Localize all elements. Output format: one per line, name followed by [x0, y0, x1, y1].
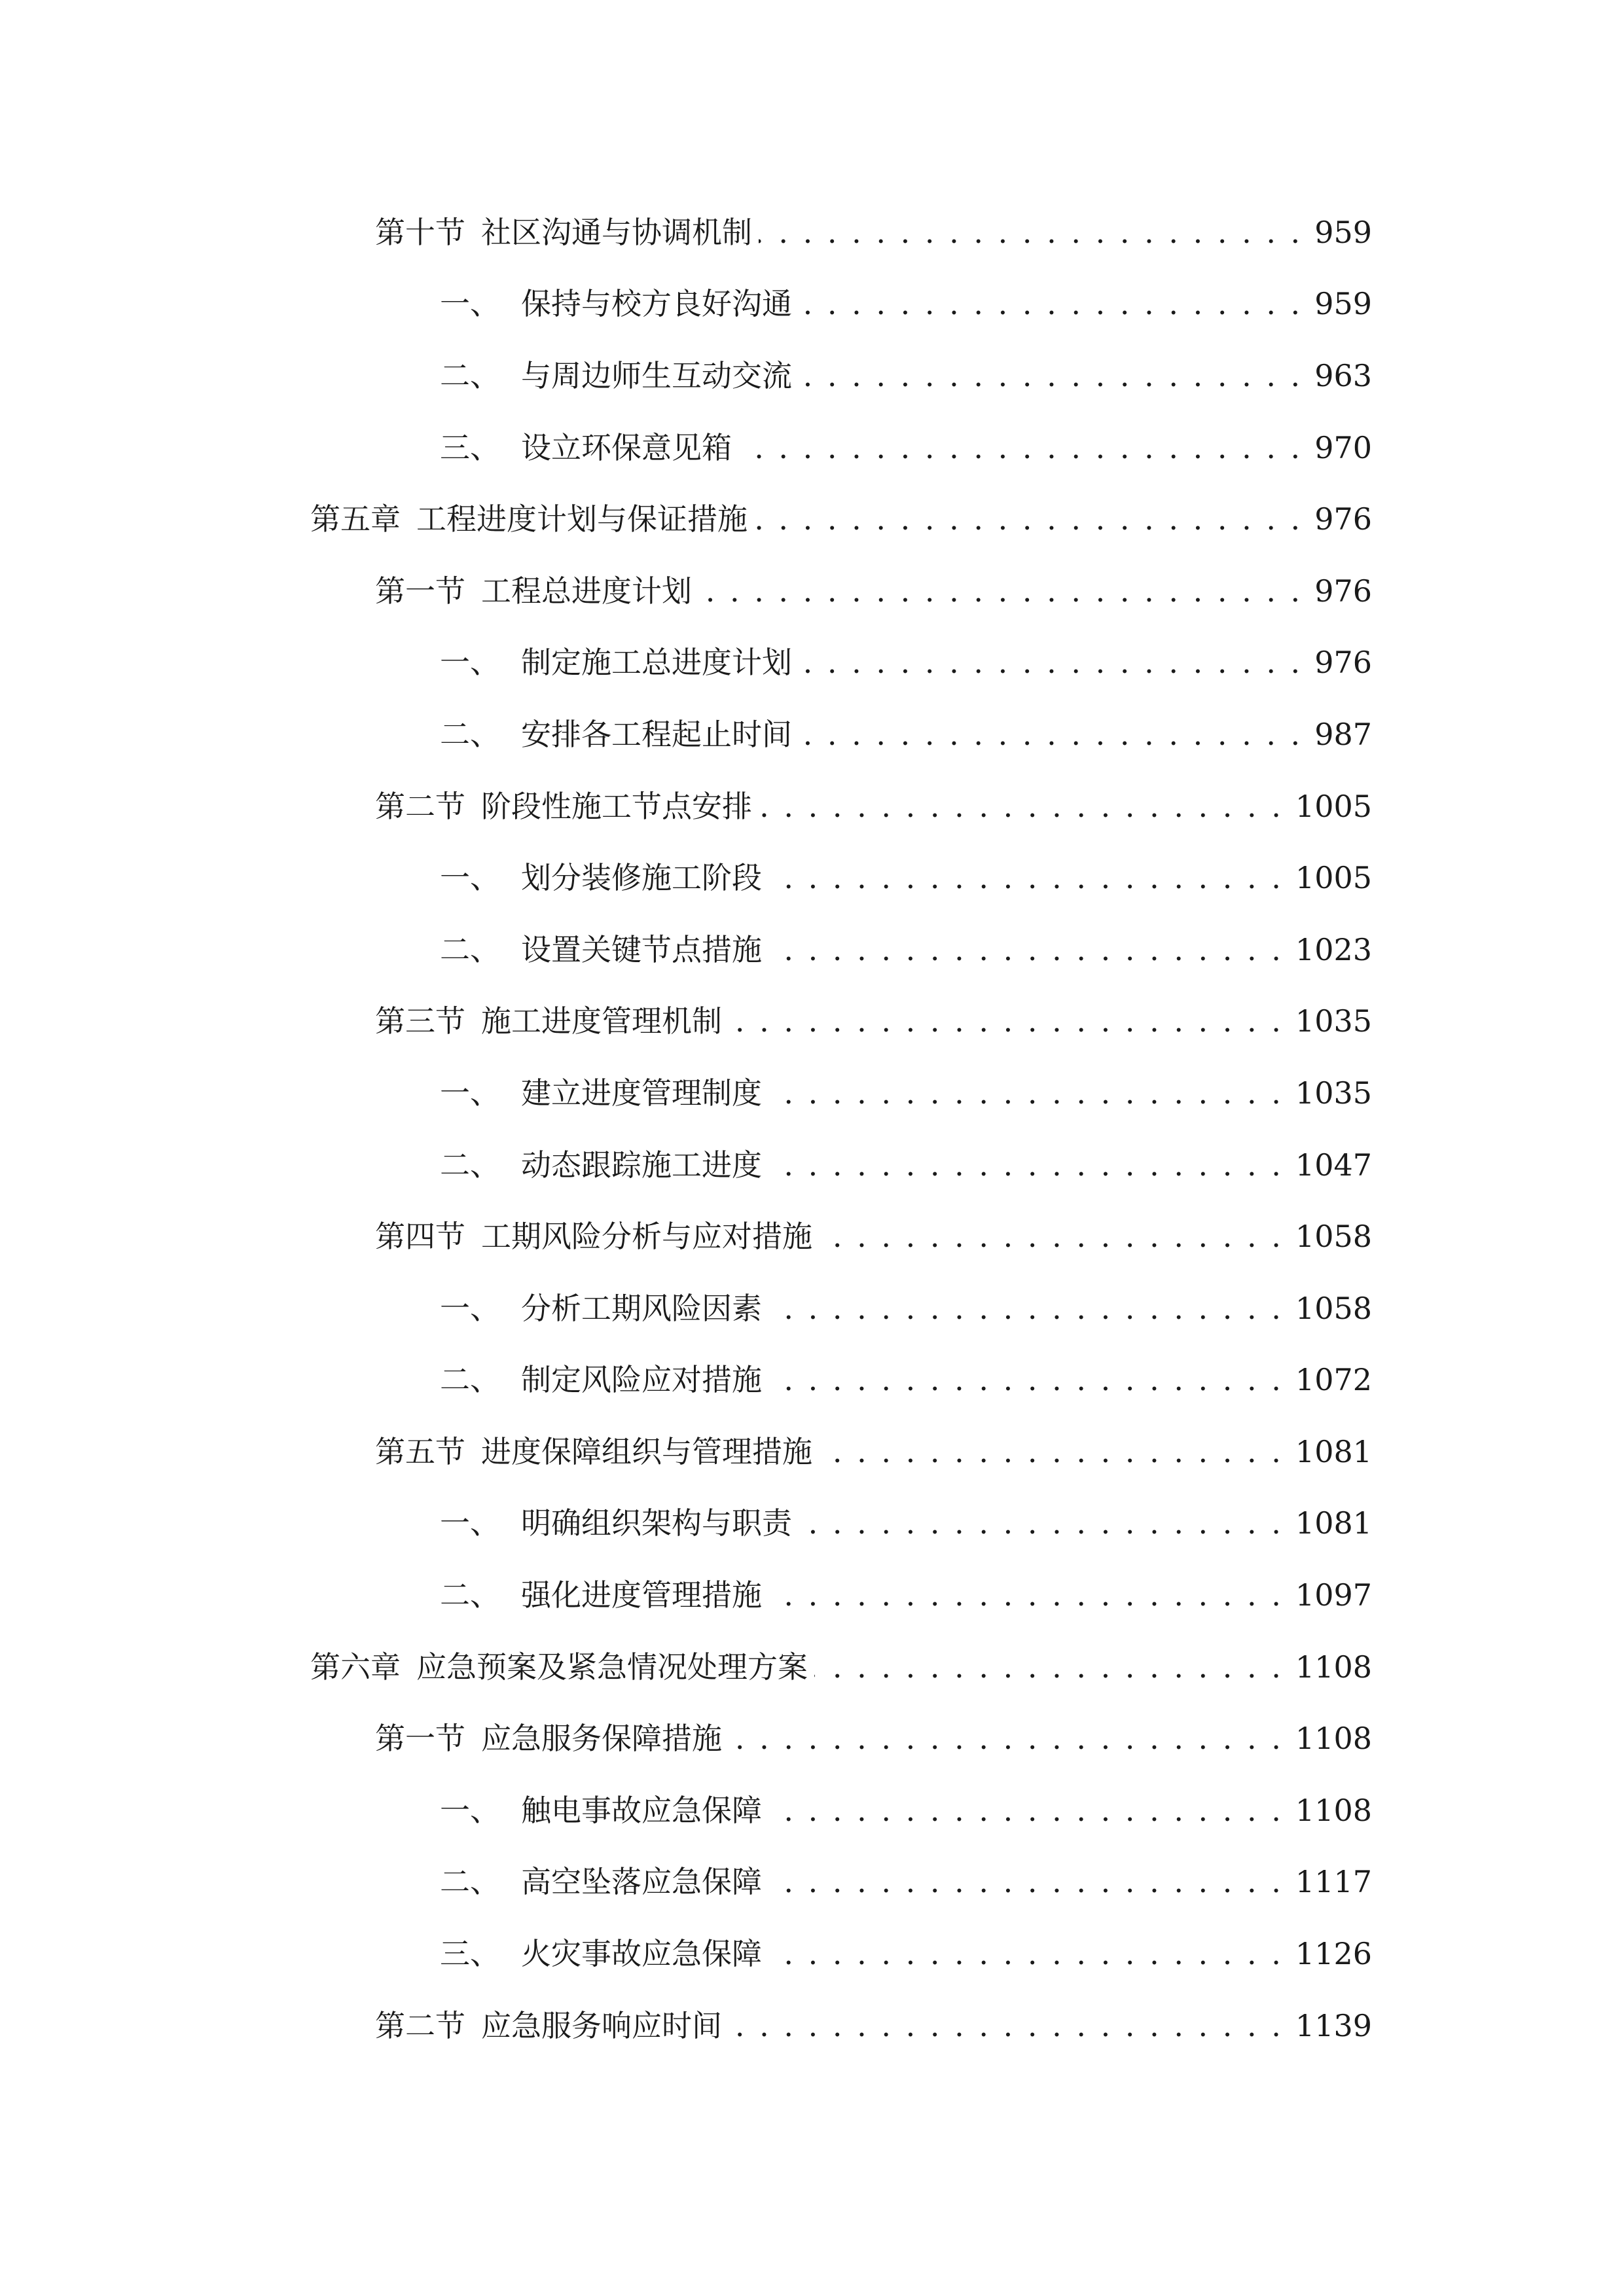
toc-entry-title: 建立进度管理制度 [521, 1075, 762, 1111]
toc-entry-number: 第四节 [375, 1219, 465, 1255]
toc-entry-page-number: 1005 [1295, 788, 1372, 824]
toc-entry-label [440, 1290, 762, 1326]
toc-entry[interactable] [0, 340, 1624, 412]
toc-entry[interactable] [0, 986, 1624, 1058]
toc-entry[interactable] [0, 842, 1624, 914]
toc-entry[interactable] [0, 1488, 1624, 1560]
toc-entry-label [310, 1649, 808, 1685]
toc-entry-page-number: 976 [1314, 573, 1372, 609]
dot-leader [698, 576, 1303, 606]
toc-entry-number: 一、 [440, 645, 500, 681]
toc-entry-number: 二、 [440, 1864, 500, 1900]
toc-entry-page-number: 1058 [1295, 1290, 1372, 1326]
toc-entry-number: 二、 [440, 1362, 500, 1398]
toc-entry-title: 划分装修施工阶段 [521, 860, 762, 896]
toc-entry[interactable] [0, 483, 1624, 555]
dot-leader [759, 217, 1303, 247]
dot-leader [814, 1652, 1284, 1682]
toc-entry-number: 第五节 [375, 1433, 465, 1469]
toc-entry-number: 二、 [440, 1147, 500, 1183]
toc-entry-page-number: 1081 [1295, 1433, 1372, 1469]
toc-entry-label [440, 1936, 762, 1972]
toc-entry-page-number: 1023 [1295, 931, 1372, 967]
toc-entry-number: 一、 [440, 1792, 500, 1828]
toc-entry-title: 保持与校方良好沟通 [521, 286, 792, 322]
toc-entry-label [440, 1505, 792, 1541]
toc-entry-page-number: 1081 [1295, 1505, 1372, 1541]
toc-entry-page-number: 1108 [1295, 1792, 1372, 1828]
toc-entry-title: 触电事故应急保障 [521, 1792, 762, 1828]
toc-entry-label [440, 860, 762, 896]
toc-entry-label [440, 1147, 762, 1183]
toc-entry-label [440, 357, 792, 393]
toc-entry-title: 应急预案及紧急情况处理方案 [416, 1649, 808, 1685]
toc-entry[interactable] [0, 698, 1624, 770]
toc-entry-label [440, 429, 732, 465]
toc-entry-title: 工期风险分析与应对措施 [481, 1219, 812, 1255]
toc-entry[interactable] [0, 1129, 1624, 1201]
toc-entry-label [375, 1219, 812, 1255]
toc-entry-page-number: 1035 [1295, 1003, 1372, 1039]
toc-entry-title: 强化进度管理措施 [521, 1577, 762, 1613]
toc-entry-label [440, 1792, 762, 1828]
toc-entry-label [375, 214, 752, 250]
toc-entry-number: 第五章 [310, 501, 401, 537]
toc-entry[interactable] [0, 268, 1624, 340]
toc-entry-title: 工程进度计划与保证措施 [416, 501, 748, 537]
toc-entry[interactable] [0, 770, 1624, 842]
toc-entry-title: 进度保障组织与管理措施 [481, 1433, 812, 1469]
toc-entry-label [375, 1003, 722, 1039]
toc-entry-title: 施工进度管理机制 [481, 1003, 722, 1039]
toc-entry-number: 三、 [440, 1936, 500, 1972]
toc-entry[interactable] [0, 1416, 1624, 1488]
toc-entry-label [440, 1577, 762, 1613]
toc-entry-title: 安排各工程起止时间 [521, 716, 792, 752]
toc-entry-page-number: 1097 [1295, 1577, 1372, 1613]
toc-entry-number: 二、 [440, 931, 500, 967]
toc-entry-label [440, 645, 792, 681]
toc-entry-page-number: 1108 [1295, 1649, 1372, 1685]
toc-entry-title: 设立环保意见箱 [521, 429, 732, 465]
toc-entry-page-number: 1072 [1295, 1362, 1372, 1398]
dot-leader [819, 1221, 1284, 1251]
toc-entry-page-number: 963 [1314, 357, 1372, 393]
dot-leader [799, 647, 1303, 677]
toc-entry[interactable] [0, 1057, 1624, 1129]
dot-leader [729, 1006, 1284, 1036]
toc-entry-page-number: 970 [1314, 429, 1372, 465]
toc-entry-number: 第二节 [375, 2007, 465, 2043]
toc-entry-title: 应急服务响应时间 [481, 2007, 722, 2043]
toc-entry-page-number: 1047 [1295, 1147, 1372, 1183]
toc-entry-title: 制定风险应对措施 [521, 1362, 762, 1398]
toc-entry-number: 第一节 [375, 573, 465, 609]
dot-leader [799, 1508, 1284, 1538]
dot-leader [738, 433, 1303, 463]
toc-entry[interactable] [0, 1559, 1624, 1631]
toc-entry-label [440, 1362, 762, 1398]
toc-entry-title: 分析工期风险因素 [521, 1290, 762, 1326]
toc-entry-page-number: 976 [1314, 645, 1372, 681]
toc-entry-title: 高空坠落应急保障 [521, 1864, 762, 1900]
dot-leader [768, 1078, 1284, 1108]
dot-leader [799, 361, 1303, 391]
toc-entry-number: 二、 [440, 716, 500, 752]
toc-entry-page-number: 976 [1314, 501, 1372, 537]
dot-leader [768, 1580, 1284, 1610]
toc-entry-page-number: 1108 [1295, 1721, 1372, 1757]
toc-entry-number: 二、 [440, 1577, 500, 1613]
toc-entry-page-number: 1005 [1295, 860, 1372, 896]
dot-leader [768, 863, 1284, 893]
table-of-contents [0, 196, 1624, 2061]
toc-entry[interactable] [0, 1990, 1624, 2062]
toc-entry[interactable] [0, 1272, 1624, 1344]
toc-entry-page-number: 959 [1314, 286, 1372, 322]
toc-entry-number: 一、 [440, 1290, 500, 1326]
toc-entry-label [440, 716, 792, 752]
toc-entry-label [375, 573, 692, 609]
toc-entry-label [440, 286, 792, 322]
dot-leader [768, 1365, 1284, 1395]
dot-leader [768, 1795, 1284, 1825]
toc-entry-number: 第一节 [375, 1721, 465, 1757]
dot-leader [799, 289, 1303, 319]
toc-entry-page-number: 1058 [1295, 1219, 1372, 1255]
toc-entry[interactable] [0, 555, 1624, 627]
toc-entry-number: 一、 [440, 1075, 500, 1111]
dot-leader [759, 791, 1284, 821]
toc-entry-label [375, 2007, 722, 2043]
toc-entry-page-number: 1139 [1295, 2007, 1372, 2043]
toc-entry[interactable] [0, 914, 1624, 986]
toc-entry-label [440, 1075, 762, 1111]
dot-leader [754, 504, 1303, 534]
toc-entry-title: 设置关键节点措施 [521, 931, 762, 967]
dot-leader [768, 1939, 1284, 1969]
toc-entry-title: 制定施工总进度计划 [521, 645, 792, 681]
toc-entry-title: 阶段性施工节点安排 [481, 788, 752, 824]
dot-leader [768, 935, 1284, 965]
toc-entry-label [375, 1433, 812, 1469]
toc-entry-title: 明确组织架构与职责 [521, 1505, 792, 1541]
toc-entry-page-number: 1117 [1295, 1864, 1372, 1900]
toc-entry-title: 应急服务保障措施 [481, 1721, 722, 1757]
dot-leader [768, 1150, 1284, 1180]
toc-entry-page-number: 1035 [1295, 1075, 1372, 1111]
toc-entry-number: 一、 [440, 1505, 500, 1541]
toc-entry-number: 一、 [440, 860, 500, 896]
toc-entry[interactable] [0, 196, 1624, 268]
toc-entry-number: 三、 [440, 429, 500, 465]
dot-leader [729, 1723, 1284, 1753]
toc-entry-label [375, 1721, 722, 1757]
dot-leader [799, 719, 1303, 749]
toc-entry-number: 第三节 [375, 1003, 465, 1039]
toc-entry-page-number: 987 [1314, 716, 1372, 752]
dot-leader [819, 1437, 1284, 1467]
toc-entry[interactable] [0, 412, 1624, 484]
toc-entry-title: 工程总进度计划 [481, 573, 692, 609]
toc-entry-label [440, 1864, 762, 1900]
toc-entry[interactable] [0, 1344, 1624, 1416]
toc-entry-title: 与周边师生互动交流 [521, 357, 792, 393]
dot-leader [768, 1293, 1284, 1323]
toc-entry-number: 第六章 [310, 1649, 401, 1685]
toc-entry[interactable] [0, 1200, 1624, 1272]
toc-entry-label [310, 501, 748, 537]
toc-entry-label [440, 931, 762, 967]
toc-entry[interactable] [0, 1774, 1624, 1846]
toc-entry-number: 二、 [440, 357, 500, 393]
dot-leader [768, 1867, 1284, 1897]
toc-entry-number: 第二节 [375, 788, 465, 824]
toc-entry[interactable] [0, 1631, 1624, 1703]
toc-entry-page-number: 959 [1314, 214, 1372, 250]
toc-entry-title: 动态跟踪施工进度 [521, 1147, 762, 1183]
toc-entry-title: 社区沟通与协调机制 [481, 214, 752, 250]
toc-entry[interactable] [0, 1702, 1624, 1774]
toc-entry-page-number: 1126 [1295, 1936, 1372, 1972]
toc-entry-number: 一、 [440, 286, 500, 322]
toc-entry[interactable] [0, 627, 1624, 699]
toc-entry[interactable] [0, 1846, 1624, 1918]
toc-entry[interactable] [0, 1918, 1624, 1990]
toc-entry-number: 第十节 [375, 214, 465, 250]
dot-leader [729, 2011, 1284, 2041]
toc-entry-title: 火灾事故应急保障 [521, 1936, 762, 1972]
toc-entry-label [375, 788, 752, 824]
